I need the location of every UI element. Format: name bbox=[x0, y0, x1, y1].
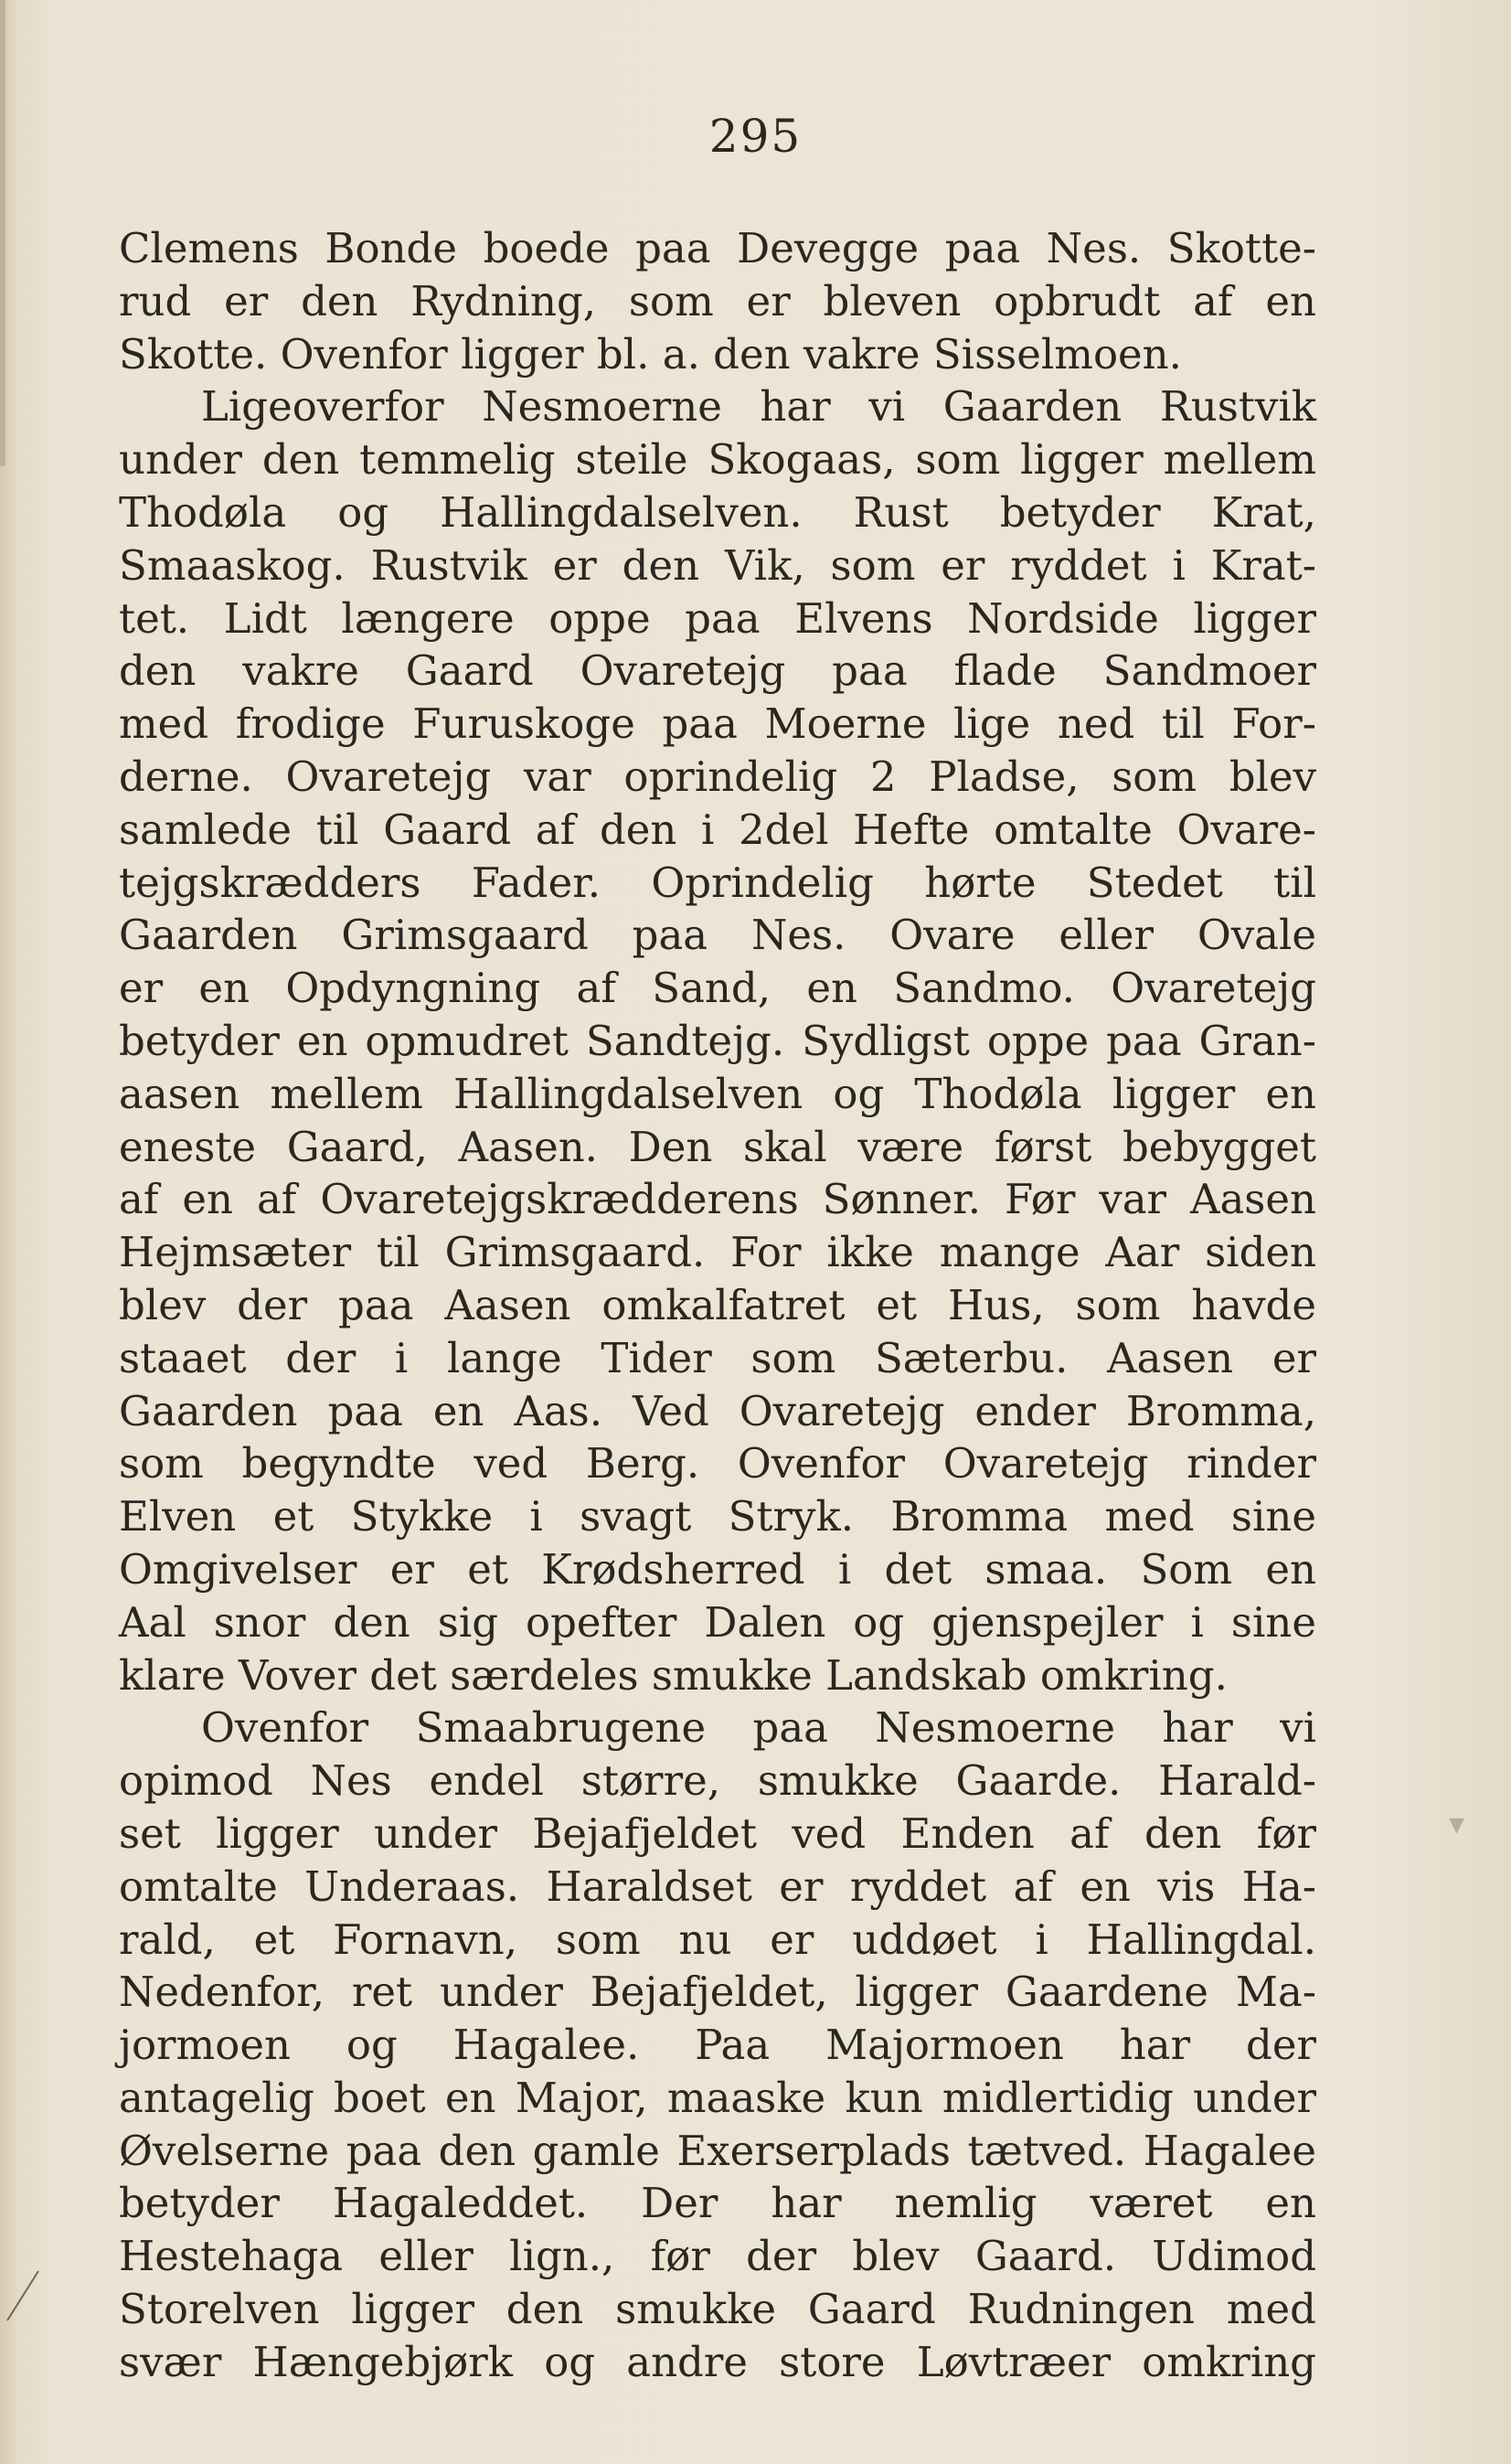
text-line: Nedenfor, ret under Bejafjeldet, ligger Gaardene Ma- bbox=[119, 1968, 1316, 2017]
text-line: Gaarden Grimsgaard paa Nes. Ovare eller Ovale bbox=[119, 911, 1316, 960]
text-line: rud er den Rydning, som er bleven opbrudt af en bbox=[119, 276, 1316, 325]
page-number: 295 bbox=[708, 110, 803, 163]
text-line: Elven et Stykke i svagt Stryk. Bromma med sine bbox=[119, 1492, 1316, 1541]
text-line: med frodige Furuskoge paa Moerne lige ned til For- bbox=[119, 699, 1316, 749]
text-line: Ligeoverfor Nesmoerne har vi Gaarden Rustvik bbox=[201, 382, 1316, 432]
text-line: som begyndte ved Berg. Ovenfor Ovaretejg rinder bbox=[119, 1439, 1316, 1488]
text-line: tejgskrædders Fader. Oprindelig hørte Stedet til bbox=[119, 858, 1316, 907]
text-line: Aal snor den sig opefter Dalen og gjenspejler i sine bbox=[119, 1597, 1316, 1647]
text-line: omtalte Underaas. Haraldset er ryddet af en vis Ha- bbox=[119, 1861, 1316, 1911]
text-line: den vakre Gaard Ovaretejg paa flade Sandmoer bbox=[119, 646, 1316, 696]
text-line: Thodøla og Hallingdalselven. Rust betyder Krat, bbox=[119, 487, 1316, 537]
text-line: Clemens Bonde boede paa Devegge paa Nes. Skotte- bbox=[119, 224, 1316, 272]
text-line: rald, et Fornavn, som nu er uddøet i Hallingdal. bbox=[119, 1915, 1316, 1964]
binding-shadow bbox=[0, 0, 5, 466]
text-line: blev der paa Aasen omkalfatret et Hus, som havde bbox=[119, 1280, 1316, 1329]
text-line: samlede til Gaard af den i 2del Hefte omtalte Ovare- bbox=[119, 805, 1316, 854]
text-line: betyder Hagaleddet. Der har nemlig været en bbox=[119, 2179, 1316, 2228]
text-line: derne. Ovaretejg var oprindelig 2 Pladse, som blev bbox=[119, 752, 1316, 801]
text-line: opimod Nes endel større, smukke Gaarde. Harald- bbox=[119, 1756, 1316, 1806]
text-line: tet. Lidt længere oppe paa Elvens Nordside ligger bbox=[119, 593, 1316, 643]
body-text bbox=[119, 222, 1316, 2389]
text-line: Hejmsæter til Grimsgaard. For ikke mange Aar siden bbox=[119, 1228, 1316, 1277]
text-line: svær Hængebjørk og andre store Løvtræer omkring bbox=[119, 2337, 1316, 2386]
pencil-tick-mark bbox=[5, 2267, 42, 2322]
text-line: Ovenfor Smaabrugene paa Nesmoerne har vi bbox=[201, 1703, 1316, 1753]
text-line: jormoen og Hagalee. Paa Majormoen har der bbox=[119, 2021, 1316, 2070]
text-line: Storelven ligger den smukke Gaard Rudningen med bbox=[119, 2285, 1316, 2334]
text-line: Smaaskog. Rustvik er den Vik, som er ryddet i Krat- bbox=[119, 540, 1316, 590]
text-line: af en af Ovaretejgskrædderens Sønner. Før var Aasen bbox=[119, 1175, 1316, 1224]
text-line: Hestehaga eller lign., før der blev Gaard. Udimod bbox=[119, 2232, 1316, 2281]
text-line: staaet der i lange Tider som Sæterbu. Aasen er bbox=[119, 1333, 1316, 1382]
text-line: er en Opdyngning af Sand, en Sandmo. Ovaretejg bbox=[119, 964, 1316, 1013]
text-line: under den temmelig steile Skogaas, som ligger mellem bbox=[119, 435, 1316, 485]
text-line: Øvelserne paa den gamle Exerserplads tætved. Hagalee bbox=[119, 2126, 1316, 2175]
text-line: antagelig boet en Major, maaske kun midlertidig under bbox=[119, 2073, 1316, 2122]
text-line: set ligger under Bejafjeldet ved Enden af den før bbox=[119, 1808, 1316, 1858]
text-line: Gaarden paa en Aas. Ved Ovaretejg ender Bromma, bbox=[119, 1386, 1316, 1435]
text-line: Omgivelser er et Krødsherred i det smaa. Som en bbox=[119, 1544, 1316, 1594]
margin-smudge-mark: ▾ bbox=[1449, 1806, 1465, 1842]
text-line: eneste Gaard, Aasen. Den skal være først bebygget bbox=[119, 1122, 1316, 1171]
text-line: betyder en opmudret Sandtejg. Sydligst oppe paa Gran- bbox=[119, 1016, 1316, 1065]
text-line: klare Vover det særdeles smukke Landskab omkring. bbox=[119, 1650, 1228, 1700]
text-line: Skotte. Ovenfor ligger bl. a. den vakre Sisselmoen. bbox=[119, 329, 1182, 379]
text-line: aasen mellem Hallingdalselven og Thodøla ligger en bbox=[119, 1069, 1316, 1118]
